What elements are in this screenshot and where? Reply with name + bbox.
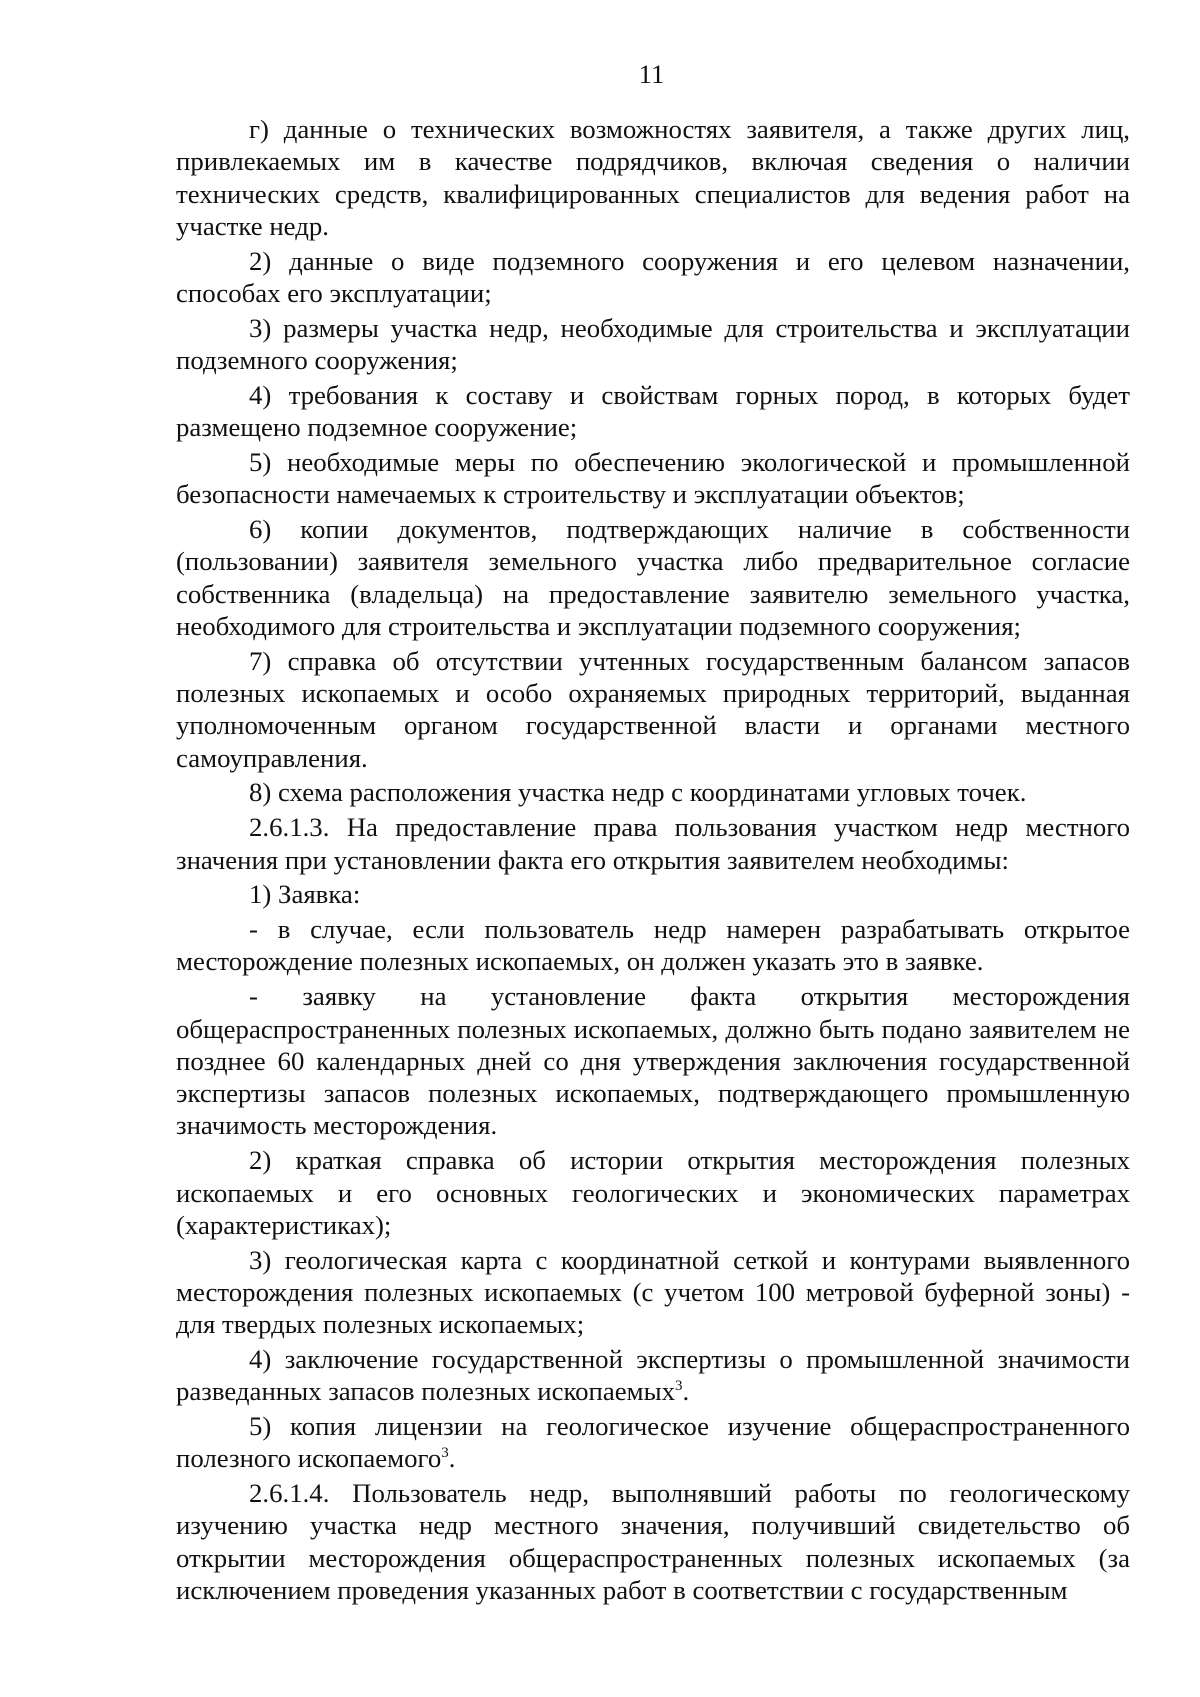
paragraph-text: 8) схема расположения участка недр с координатами угловых точек. (249, 777, 1027, 808)
paragraph-text: 4) заключение государственной экспертизы о промышленной значимости разведанных запасов полезных ископаемых (176, 1343, 1130, 1407)
paragraph-text: 2.6.1.3. На предоставление права пользования участком недр местного значения при установлении факта его открытия заявителем необходимы: (176, 812, 1130, 875)
paragraph-text: - в случае, если пользователь недр намерен разрабатывать открытое месторождение полезных ископаемых, он должен указать это в заявке. (176, 914, 1130, 977)
paragraph-2-6-1-4-subsoil-user (176, 1477, 1130, 1606)
paragraph-text: 3) размеры участка недр, необходимые для строительства и эксплуатации подземного сооружения; (176, 312, 1130, 376)
paragraph-text: г) данные о технических возможностях заявителя, а также других лиц, привлекаемых им в качестве подрядчиков, включая сведения о наличии технических средств, квалифицированных специалистов для ведения работ на участке недр. (176, 114, 1130, 241)
paragraph-5-license-copy (176, 1410, 1130, 1475)
paragraph-2-history-summary (176, 1144, 1130, 1241)
paragraph-dash-discovery-application (176, 980, 1130, 1141)
paragraph-5-safety-measures (176, 446, 1130, 511)
paragraph-text: 3) геологическая карта с координатной сеткой и контурами выявленного месторождения полезных ископаемых (с учетом 100 метровой буферной зоны) - для твердых полезных ископаемых; (176, 1244, 1130, 1340)
paragraph-punctuation: . (448, 1443, 456, 1474)
paragraph-text: 7) справка об отсутствии учтенных государственным балансом запасов полезных ископаемых и особо охраняемых природных территорий, выданная уполномоченным органом государственной власти и органами местного самоуправления. (176, 645, 1130, 773)
paragraph-g-technical-capabilities (176, 113, 1130, 242)
paragraph-1-application (176, 878, 1130, 910)
paragraph-dash-open-deposit (176, 913, 1130, 978)
paragraph-3-geological-map (176, 1244, 1130, 1341)
paragraph-4-rock-requirements (176, 379, 1130, 444)
paragraph-text: 6) копии документов, подтверждающих наличие в собственности (пользовании) заявителя земельного участка либо предварительное согласие собственника (владельца) на предоставление заявителю земельного участка, необходимого для строительства и эксплуатации подземного сооружения; (176, 514, 1130, 641)
paragraph-4-expertise-conclusion (176, 1343, 1130, 1408)
paragraph-8-location-scheme (176, 776, 1130, 808)
footnote-marker: 3 (441, 1445, 449, 1462)
document-body (176, 113, 1130, 1606)
paragraph-text: 2) краткая справка об истории открытия месторождения полезных ископаемых и его основных геологических и экономических параметрах (характеристиках); (176, 1145, 1130, 1240)
footnote-marker: 3 (675, 1378, 683, 1395)
paragraph-text: 2) данные о виде подземного сооружения и его целевом назначении, способах его эксплуатации; (176, 245, 1130, 308)
paragraph-text: 4) требования к составу и свойствам горных пород, в которых будет размещено подземное сооружение; (176, 379, 1130, 443)
paragraph-2-6-1-3-heading (176, 811, 1130, 876)
paragraph-6-land-documents (176, 513, 1130, 642)
page-number: 11 (638, 59, 665, 89)
paragraph-text: - заявку на установление факта открытия месторождения общераспространенных полезных ископаемых, должно быть подано заявителем не позднее 60 календарных дней со дня утверждения заключения государственной экспертизы запасов полезных ископаемых, подтверждающего промышленную значимость месторождения. (176, 981, 1130, 1141)
paragraph-2-structure-type (176, 245, 1130, 310)
paragraph-7-reserves-certificate (176, 645, 1130, 774)
paragraph-text: 1) Заявка: (249, 879, 361, 910)
paragraph-text: 2.6.1.4. Пользователь недр, выполнявший работы по геологическому изучению участка недр местного значения, получивший свидетельство об открытии месторождения общераспространенных полезных ископаемых (за исключением проведения указанных работ в соответствии с государственным (176, 1478, 1130, 1606)
paragraph-text: 5) необходимые меры по обеспечению экологической и промышленной безопасности намечаемых к строительству и эксплуатации объектов; (176, 446, 1130, 510)
paragraph-text: 5) копия лицензии на геологическое изучение общераспространенного полезного ископаемого (176, 1411, 1130, 1474)
paragraph-punctuation: . (682, 1376, 690, 1407)
paragraph-3-plot-size (176, 312, 1130, 377)
